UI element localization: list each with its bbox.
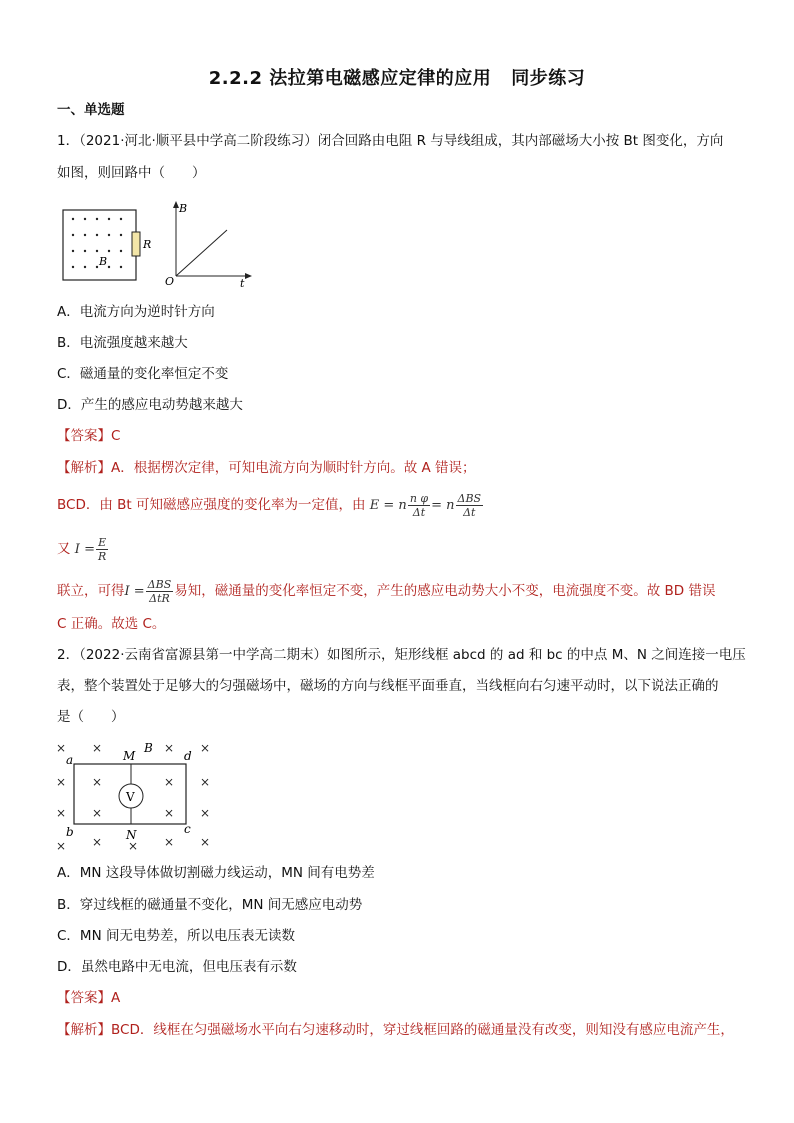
q2-analysis-line1 [57, 1020, 734, 1040]
q1-eq3-den: ΔtR [149, 592, 170, 605]
q1-option-a: A．电流方向为逆时针方向 [57, 304, 215, 320]
q1-eq3 [124, 578, 175, 605]
q2-label-m: M [123, 749, 136, 763]
svg-text:×: × [92, 741, 103, 755]
q1-eq3-frac [146, 578, 174, 605]
q1-field-dots [72, 218, 122, 268]
q1-analysis-line2 [57, 492, 484, 519]
q1-eq2-num: E [96, 536, 108, 550]
q1-eq1-num1: n φ [409, 492, 429, 505]
q1-b-line [176, 230, 227, 276]
q1-eq1 [369, 492, 484, 519]
svg-text:×: × [56, 775, 67, 789]
q1-analysis-line1 [57, 458, 476, 478]
q2-answer: 【答案】A [57, 990, 121, 1006]
q1-axis-y-label: B [179, 202, 188, 215]
q1-eq2 [74, 536, 109, 563]
q1-answer: 【答案】C [57, 428, 121, 444]
svg-text:×: × [200, 741, 211, 755]
q1-origin-label: O [165, 275, 175, 288]
q1-eq1-frac2 [456, 492, 484, 519]
q1-stem-line2: 如图，则回路中（ ） [57, 165, 206, 181]
q1-x-arrow [245, 273, 252, 279]
svg-text:×: × [56, 806, 67, 820]
q1-eq3-lhs: I = [124, 584, 145, 599]
q2-label-n: N [126, 828, 137, 842]
q1-eq1-den2: Δt [463, 506, 476, 519]
q1-analysis-tag: 【解析】 [57, 460, 111, 476]
svg-text:×: × [164, 741, 175, 755]
svg-text:×: × [200, 775, 211, 789]
page-title [0, 64, 794, 90]
svg-text:×: × [164, 775, 175, 789]
q1-analysis-line5: C 正确。故选 C。 [57, 616, 166, 632]
q2-analysis-text1: BCD．线框在匀强磁场水平向右匀速移动时，穿过线框回路的磁通量没有改变，则知没有感应电流产生， [111, 1022, 734, 1038]
q1-option-c: C．磁通量的变化率恒定不变 [57, 366, 229, 382]
title-sub: 同步练习 [511, 68, 586, 89]
q1-analysis-text4: 易知，磁通量的变化率恒定不变，产生的感应电动势大小不变，电流强度不变。故 BD 错误 [174, 583, 716, 599]
q1-analysis-prefix4: 联立，可得 [57, 583, 125, 599]
q1-loop-frame [63, 210, 136, 280]
svg-text:×: × [92, 806, 103, 820]
q1-eq1-mid: = n [431, 498, 455, 513]
q1-analysis-text1: A．根据楞次定律，可知电流方向为顺时针方向。故 A 错误； [111, 460, 476, 476]
q2-option-a: A．MN 这段导体做切割磁力线运动，MN 间有电势差 [57, 865, 375, 881]
svg-text:×: × [56, 839, 67, 853]
q2-stem-line1: 2．（2022·云南省富源县第一中学高二期末）如图所示，矩形线框 abcd 的 ad 和 bc 的中点 M、N 之间连接一电压 [57, 647, 746, 663]
svg-text:×: × [200, 806, 211, 820]
q1-resistor [132, 232, 140, 256]
q1-analysis-text2: BCD．由 Bt 可知磁感应强度的变化率为一定值，由 [57, 497, 366, 513]
svg-text:×: × [56, 741, 67, 755]
q1-eq1-num2: ΔBS [457, 492, 482, 505]
section-heading: 一、单选题 [57, 102, 125, 118]
q1-resistor-label: R [143, 238, 152, 251]
q1-eq2-den: R [97, 550, 107, 563]
q2-label-c: c [184, 822, 191, 836]
q2-label-a: a [66, 753, 74, 767]
q1-field-label: B [99, 255, 108, 268]
q2-option-b: B．穿过线框的磁通量不变化，MN 间无感应电动势 [57, 897, 363, 913]
svg-text:×: × [164, 835, 175, 849]
q1-analysis-line4 [57, 578, 716, 605]
svg-text:×: × [200, 835, 211, 849]
svg-text:×: × [128, 839, 139, 853]
q1-eq1-den1: Δt [412, 506, 426, 519]
q1-eq1-frac1 [408, 492, 430, 519]
q2-option-c: C．MN 间无电势差，所以电压表无读数 [57, 928, 295, 944]
svg-text:×: × [92, 775, 103, 789]
q2-option-d: D．虽然电路中无电流，但电压表有示数 [57, 959, 297, 975]
q2-analysis-tag: 【解析】 [57, 1022, 111, 1038]
q1-axis-x-label: t [240, 277, 245, 288]
q2-voltmeter-label: V [126, 790, 135, 804]
q1-stem-line1: 1．（2021·河北·顺平县中学高二阶段练习）闭合回路由电阻 R 与导线组成，其内部磁场大小按 Bt 图变化，方向 [57, 133, 724, 149]
q2-figure [52, 738, 222, 854]
title-main: 2.2.2 法拉第电磁感应定律的应用 [208, 68, 492, 89]
q1-eq2-frac [96, 536, 108, 563]
q1-option-d: D．产生的感应电动势越来越大 [57, 397, 243, 413]
q1-analysis-prefix3: 又 [57, 541, 71, 557]
q1-option-b: B．电流强度越来越大 [57, 335, 188, 351]
q2-label-b: b [66, 825, 74, 839]
q1-analysis-line3 [57, 536, 109, 563]
q2-stem-line3: 是（ ） [57, 709, 125, 725]
q2-stem-line2: 表，整个装置处于足够大的匀强磁场中，磁场的方向与线框平面垂直，当线框向右匀速平动时，以下说法正确的 [57, 678, 719, 694]
q2-label-d: d [184, 749, 192, 763]
q1-figure [57, 198, 257, 288]
svg-text:×: × [164, 806, 175, 820]
q1-eq1-lhs: E = n [369, 498, 407, 513]
svg-text:×: × [92, 835, 103, 849]
q2-label-field: B [144, 741, 153, 755]
q1-eq2-lhs: I = [74, 542, 95, 557]
q1-eq3-num: ΔBS [147, 578, 172, 591]
